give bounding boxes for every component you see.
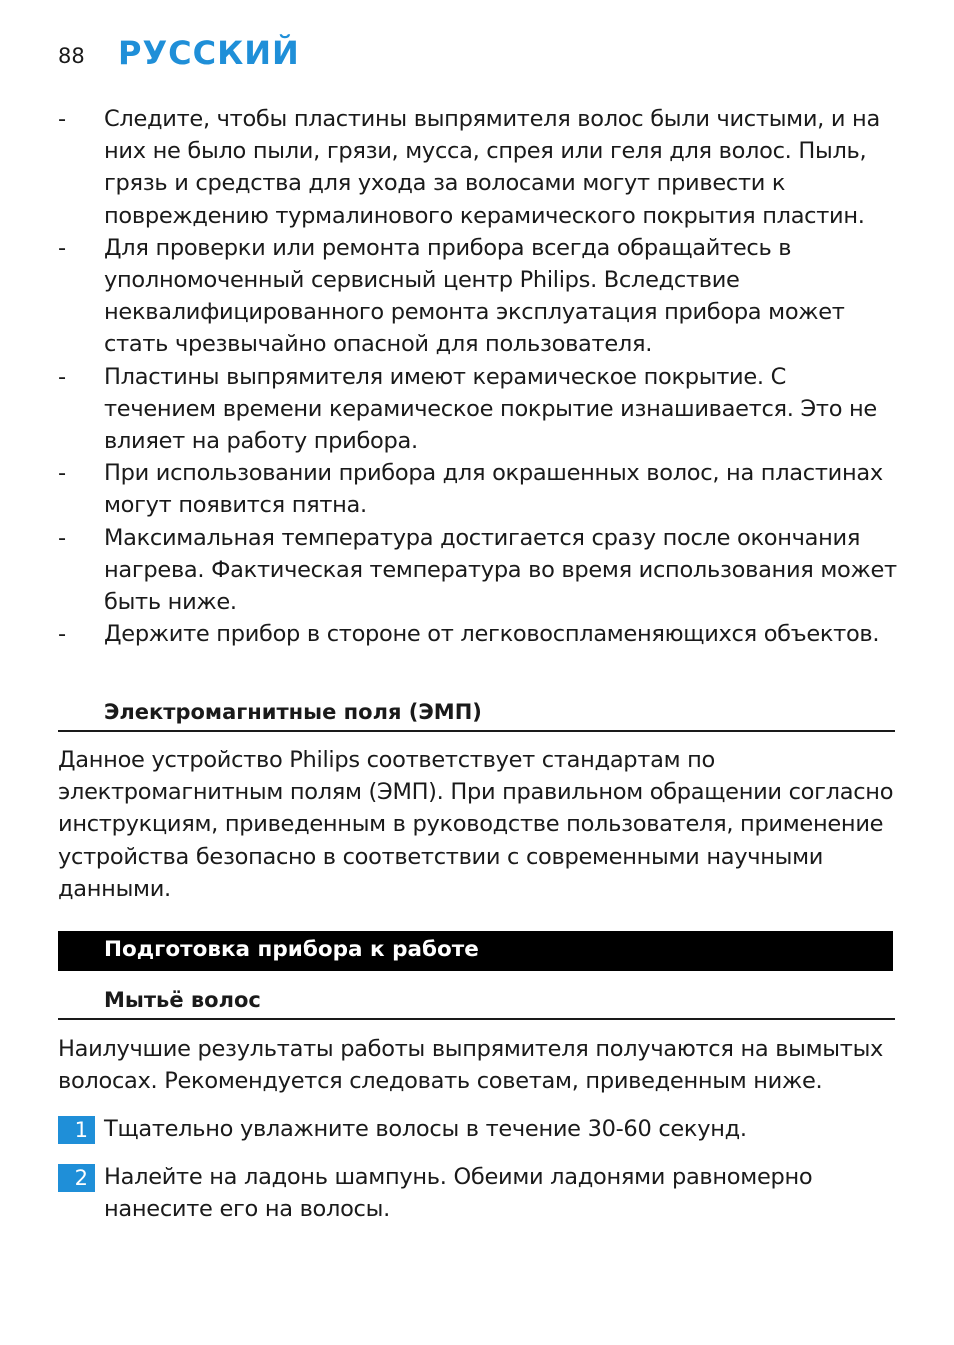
emf-paragraph: Данное устройство Philips соответствует стандартам по электромагнитным полям (ЭМП). При правильном обращении согласно инструкциям, приведенным в руководстве пользователя, применение устройства безопасно в соответствии с современными научными данными. (58, 747, 894, 902)
section-title: Подготовка прибора к работе (104, 937, 479, 962)
list-item (58, 232, 898, 361)
list-item (58, 618, 898, 650)
step-text: Тщательно увлажните волосы в течение 30-60 секунд. (104, 1116, 747, 1142)
step-number-badge (58, 1116, 95, 1144)
bullet-dash: - (58, 363, 66, 390)
bullet-text: Максимальная температура достигается сразу после окончания нагрева. Фактическая температура во время использования может быть ниже. (104, 524, 897, 616)
bullet-text: Для проверки или ремонта прибора всегда обращайтесь в уполномоченный сервисный центр Philips. Вследствие неквалифицированного ремонта эксплуатация прибора может стать чрезвычайно опасной для пользователя. (104, 234, 845, 358)
step-item (58, 1113, 898, 1145)
list-item (58, 457, 898, 521)
step-item (58, 1161, 898, 1225)
bullet-dash: - (58, 621, 66, 648)
step-number: 1 (74, 1118, 88, 1142)
list-item (58, 103, 898, 232)
bullet-text: Пластины выпрямителя имеют керамическое покрытие. С течением времени керамическое покрытие изнашивается. Это не влияет на работу прибора. (104, 363, 877, 455)
bullet-dash: - (58, 234, 66, 261)
bullet-dash: - (58, 460, 66, 487)
bullet-text: Держите прибор в стороне от легковоспламеняющихся объектов. (104, 621, 880, 648)
safety-bullet-list (58, 103, 898, 650)
bullet-text: При использовании прибора для окрашенных волос, на пластинах могут появится пятна. (104, 460, 883, 519)
step-text: Налейте на ладонь шампунь. Обеими ладонями равномерно нанесите его на волосы. (104, 1164, 813, 1223)
bullet-dash: - (58, 106, 66, 132)
page-number: 88 (58, 44, 85, 68)
bullet-text: Следите, чтобы пластины выпрямителя волос были чистыми, и на них не было пыли, грязи, мусса, спрея или геля для волос. Пыль, грязь и средства для ухода за волосами могут привести к повреждению турмалинового керамического покрытия пластин. (104, 106, 880, 229)
list-item (58, 361, 898, 458)
emf-heading: Электромагнитные поля (ЭМП) (104, 700, 482, 724)
step-number: 2 (74, 1166, 88, 1190)
bullet-dash: - (58, 524, 66, 551)
emf-heading-rule (58, 730, 895, 732)
step-number-badge (58, 1164, 95, 1192)
list-item (58, 522, 898, 619)
section-title-bar (58, 931, 893, 971)
hair-washing-heading: Мытьё волос (104, 988, 261, 1012)
language-title: РУССКИЙ (118, 34, 300, 72)
hair-washing-intro: Наилучшие результаты работы выпрямителя получаются на вымытых волосах. Рекомендуется следовать советам, приведенным ниже. (58, 1036, 884, 1095)
hair-washing-heading-rule (58, 1018, 895, 1020)
